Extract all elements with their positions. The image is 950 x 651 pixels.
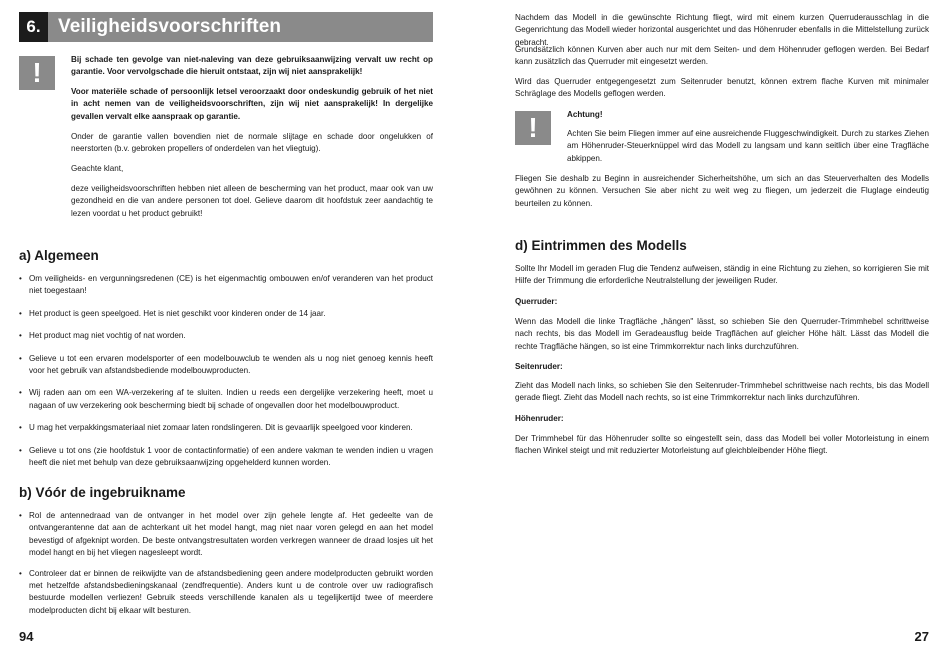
chapter-title: Veiligheidsvoorschriften (58, 16, 282, 37)
paragraph: Wird das Querruder entgegengesetzt zum Seitenruder benutzt, können extrem flache Kurven mit minimaler Schräglage des Modells geflogen werden. (515, 77, 929, 99)
paragraph: Wenn das Modell die linke Tragfläche „hängen" lässt, so schieben Sie den Querruder-Trimmhebel schrittweise nach rechts, bis das Modell im Geradeausflug beide Tragflächen auf gleicher Höhe hält. Lässt das Modell die rechte Tragfläche hängen, so ist eine Trimmkorrektur nach links durchzuführen. (515, 317, 929, 351)
exclamation-glyph: ! (32, 57, 42, 88)
chapter-number: 6. (19, 12, 48, 42)
warning-text-2: Voor materiële schade of persoonlijk letsel veroorzaakt door ondeskundig gebruik of het niet in acht nemen van de veiligheidsvoorschriften, zijn wij niet aansprakelijk! In dergelijke gevallen vervalt elke aanspraak op garantie. (71, 87, 433, 121)
intro-paragraph: deze veiligheidsvoorschriften hebben niet alleen de bescherming van het product, maar ook van uw gezondheid en die van andere personen tot doel. Gelieve daarom dit hoofdstuk zeer aandachtig te lezen voordat u het product gebruikt! (71, 184, 433, 218)
paragraph: Der Trimmhebel für das Höhenruder sollte so eingestellt sein, dass das Modell bei voller Motorleistung in einem flachen Winkel steigt und mit reduzierter Motorleistung auf gleichbleibender Höhe fliegt. (515, 434, 929, 456)
greeting: Geachte klant, (71, 164, 124, 173)
list-item: • U mag het verpakkingsmateriaal niet zomaar laten rondslingeren. Dit is gevaarlijk speelgoed voor kinderen. (19, 423, 413, 433)
list-item: • Het product is geen speelgoed. Het is niet geschikt voor kinderen onder de 14 jaar. (19, 308, 326, 318)
subheading-seitenruder: Seitenruder: (515, 362, 563, 371)
warning-icon (515, 111, 551, 145)
section-a-list (19, 273, 433, 469)
attention-text: Achten Sie beim Fliegen immer auf eine ausreichende Fluggeschwindigkeit. Durch zu starkes Ziehen am Höhenruder-Steuerknüppel wird das Modell zu langsam und kann seitlich über eine Tragfläche abkippen. (567, 129, 929, 163)
exclamation-glyph: ! (528, 112, 538, 143)
paragraph: Sollte Ihr Modell im geraden Flug die Tendenz aufweisen, ständig in eine Richtung zu ziehen, so korrigieren Sie mit Hilfe der Trimmung die erforderliche Neutralstellung der jeweiligen Ruder. (515, 264, 929, 286)
warning-text-1: Bij schade ten gevolge van niet-naleving van deze gebruiksaanwijzing vervalt uw recht op garantie. Voor vervolgschade die hieruit ontstaat, zijn wij niet aansprakelijk! (71, 55, 433, 77)
list-item: • Om veiligheids- en vergunningsredenen (CE) is het eigenmachtig ombouwen en/of veranderen van het product niet toegestaan! (19, 274, 433, 296)
section-a-heading: a) Algemeen (19, 248, 99, 263)
subheading-hoehenruder: Höhenruder: (515, 414, 564, 423)
paragraph: Grundsätzlich können Kurven aber auch nur mit dem Seiten- und dem Höhenruder geflogen werden. Bei Bedarf kann zusätzlich das Querruder mit eingesetzt werden. (515, 45, 929, 67)
paragraph: Fliegen Sie deshalb zu Beginn in ausreichender Sicherheitshöhe, um sich an das Steuerverhalten des Modells gewöhnen zu können. Versuchen Sie aber nicht zu weit weg zu fliegen, um jederzeit die Fluglage eindeutig beurteilen zu können. (515, 174, 929, 208)
list-item: • Gelieve u tot ons (zie hoofdstuk 1 voor de contactinformatie) of een andere vakman te wenden indien u vragen heeft die niet met behulp van deze gebruiksaanwijzing opgehelderd kunnen worden. (19, 445, 433, 468)
list-item: • Rol de antennedraad van de ontvanger in het model over zijn gehele lengte af. Het gedeelte van de ontvangerantenne dat aan de achterkant uit het model hangt, mag niet naar voren gelegd en aan het model bevestigd of afgeknipt worden. De beste ontvangstresultaten worden verkregen wanneer de draad losjes uit het model hangt en bij het vliegen nagesleept wordt. (19, 511, 433, 558)
chapter-header (19, 12, 433, 42)
list-item: • Gelieve u tot een ervaren modelsporter of een modelbouwclub te wenden als u nog niet genoeg kennis heeft voor het gebruik van afstandsbediende modelbouwproducten. (19, 353, 433, 376)
attention-title: Achtung! (567, 110, 603, 119)
section-b-list (19, 510, 433, 617)
guarantee-paragraph: Onder de garantie vallen bovendien niet de normale slijtage en schade door ongelukken of neerstorten (b.v. gebroken propellers of onderdelen van het vliegtuig). (71, 132, 433, 154)
section-b-heading: b) Vóór de ingebruikname (19, 485, 186, 500)
paragraph: Zieht das Modell nach links, so schieben Sie den Seitenruder-Trimmhebel schrittweise nach rechts, bis das Modell gerade fliegt. Zieht das Modell nach rechts, so ist eine Trimmkorrektur nach links durchzuführen. (515, 381, 929, 403)
page-number-right: 27 (914, 629, 929, 644)
list-item: • Controleer dat er binnen de reikwijdte van de afstandsbediening geen andere modelproducten gebruikt worden met hetzelfde afstandsbedieningskanaal (zendfrequentie). Anders kunt u de controle over uw radiografisch bestuurde modellen verliezen! Gebruik steeds verschillende kanalen als u tegelijkertijd twee of meerdere modelproducten dicht bij elkaar wilt besturen. (19, 568, 433, 615)
subheading-querruder: Querruder: (515, 297, 558, 306)
paragraph: Nachdem das Modell in die gewünschte Richtung fliegt, wird mit einem kurzen Querruderausschlag in die Gegenrichtung das Modell wieder horizontal ausgerichtet und das Höhenruder ebenfalls in die Mittelstellung zurück gebracht. (515, 13, 929, 47)
page-number-left: 94 (19, 629, 34, 644)
warning-icon (19, 56, 55, 90)
list-item: • Het product mag niet vochtig of nat worden. (19, 331, 186, 341)
list-item: • Wij raden aan om een WA-verzekering af te sluiten. Indien u reeds een dergelijke verzekering heeft, moet u nagaan of uw verzekering ook bescherming biedt bij schade of ongevallen door het modelbouwproduct. (19, 388, 433, 410)
section-d-heading: d) Eintrimmen des Modells (515, 238, 687, 253)
